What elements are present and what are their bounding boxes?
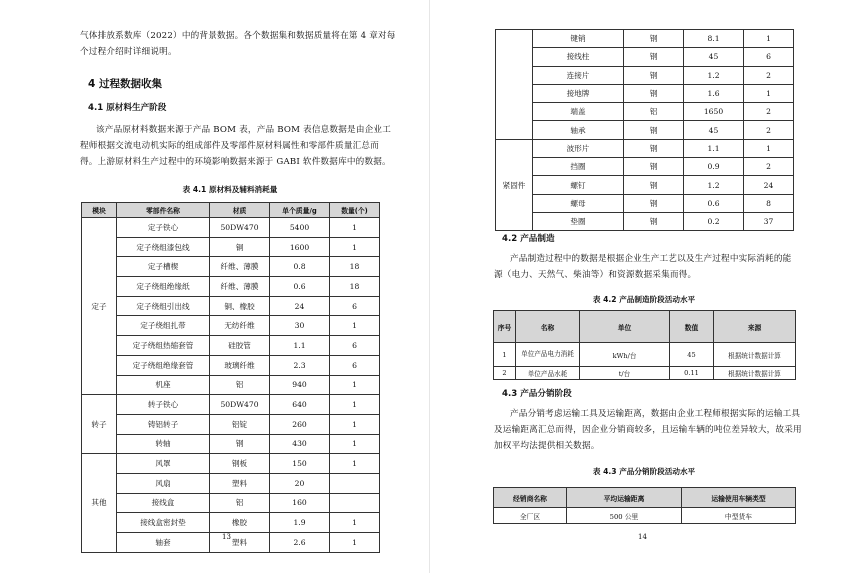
table-4-3-caption: 表 4.3 产品分销阶段活动水平 [592, 467, 696, 476]
table-cell: 1 [330, 414, 380, 434]
text-line: 及运输距离汇总而得，因企业分销商较多，且运输车辆的吨位差异较大，故采用 [494, 425, 802, 435]
table-cell: 6 [330, 296, 380, 316]
table-cell: 260 [270, 414, 330, 434]
table-row [82, 414, 380, 434]
table-cell: 轴套 [117, 533, 210, 553]
text-line: 产品制造过程中的数据是根据企业生产工艺以及生产过程中实际消耗的能 [510, 254, 792, 264]
module-cell: 其他 [82, 454, 117, 552]
table-cell: 单位产品水耗 [516, 367, 580, 380]
table-cell: 螺母 [533, 194, 624, 212]
table-cell [330, 473, 380, 493]
table-cell: 18 [330, 277, 380, 297]
table-cell: 6 [330, 355, 380, 375]
section-heading-distribution: 4.3 产品分销阶段 [502, 389, 572, 399]
table-cell: 纤维、薄膜 [210, 277, 270, 297]
table-cell: 定子铁心 [117, 218, 210, 238]
table-cell: 1650 [684, 103, 744, 121]
table-cell: 风扇 [117, 473, 210, 493]
table-cell: 6 [744, 48, 794, 66]
table-4-2 [493, 310, 796, 380]
table-cell: 钢 [624, 139, 684, 157]
table-cell: 定子绕组扎带 [117, 316, 210, 336]
table-cell: 键销 [533, 30, 624, 48]
table-cell [330, 493, 380, 513]
table-cell: 940 [270, 375, 330, 395]
table-cell: 5400 [270, 218, 330, 238]
table-row [82, 375, 380, 395]
table-cell: 1 [330, 218, 380, 238]
table-cell: 0.8 [270, 257, 330, 277]
table-cell: 1 [494, 343, 516, 367]
table-row [496, 121, 794, 139]
distribution-paragraph [494, 406, 802, 454]
table-cell: t/台 [580, 367, 670, 380]
text-line: 气体排放系数库（2022）中的背景数据。各个数据集和数据质量将在第 4 章对每 [80, 31, 396, 41]
table-4-2-caption: 表 4.2 产品制造阶段活动水平 [592, 295, 696, 304]
table-cell: 钢 [624, 66, 684, 84]
table-cell: 1.9 [270, 513, 330, 533]
table-row [82, 237, 380, 257]
table-cell: 铝 [210, 493, 270, 513]
table-cell: 1.2 [684, 176, 744, 194]
table-row [496, 103, 794, 121]
raw-material-paragraph [80, 122, 391, 170]
table-cell: 铝 [210, 375, 270, 395]
table-row [496, 212, 794, 230]
table-row [496, 30, 794, 48]
table-cell: 钢 [624, 84, 684, 102]
table-row [496, 48, 794, 66]
table-cell: 1 [330, 454, 380, 474]
table-cell: 2 [744, 66, 794, 84]
table-cell: 8 [744, 194, 794, 212]
table-row [82, 277, 380, 297]
column-header: 单个质量/g [270, 203, 330, 218]
table-cell: 全厂区 [494, 508, 567, 524]
table-cell: 定子绕组引出线 [117, 296, 210, 316]
table-row [82, 257, 380, 277]
table-cell: 挡圈 [533, 158, 624, 176]
table-cell: 定子绕组热缩套管 [117, 336, 210, 356]
table-row [82, 218, 380, 238]
table-cell: 0.6 [270, 277, 330, 297]
column-header: 运输使用车辆类型 [682, 488, 796, 508]
table-cell: 1 [744, 30, 794, 48]
table-cell: 50DW470 [210, 218, 270, 238]
table-cell: 2 [744, 158, 794, 176]
module-cell [496, 30, 533, 140]
text-line: 个过程介绍时详细说明。 [80, 47, 177, 57]
table-cell: 钢 [624, 176, 684, 194]
table-cell: 150 [270, 454, 330, 474]
table-cell: 接线盒 [117, 493, 210, 513]
column-header: 数量(个) [330, 203, 380, 218]
table-cell: 0.6 [684, 194, 744, 212]
table-cell: 430 [270, 434, 330, 454]
table-cell: 1600 [270, 237, 330, 257]
table-cell: 1 [330, 533, 380, 553]
table-cell: 接线盒密封垫 [117, 513, 210, 533]
table-row [82, 316, 380, 336]
table-cell: 塑料 [210, 533, 270, 553]
table-cell: 端盖 [533, 103, 624, 121]
section-heading-process-data: 4 过程数据收集 [88, 78, 162, 90]
table-cell: 1 [330, 395, 380, 415]
column-header: 零部件名称 [117, 203, 210, 218]
column-header: 材质 [210, 203, 270, 218]
table-cell: 钢 [624, 30, 684, 48]
section-heading-raw-material: 4.1 原材料生产阶段 [88, 103, 167, 113]
module-cell: 转子 [82, 395, 117, 454]
table-cell: 1 [330, 316, 380, 336]
table-cell: 铸铝转子 [117, 414, 210, 434]
table-cell: 接地牌 [533, 84, 624, 102]
table-cell: 塑料 [210, 473, 270, 493]
table-cell: 接线柱 [533, 48, 624, 66]
table-cell: 0.9 [684, 158, 744, 176]
table-cell: 铝 [624, 103, 684, 121]
text-line: 源（电力、天然气、柴油等）和资源数据采集而得。 [494, 270, 697, 280]
table-cell: 1 [330, 237, 380, 257]
table-cell: 2.3 [270, 355, 330, 375]
table-cell: 纤维、薄膜 [210, 257, 270, 277]
table-row [496, 66, 794, 84]
table-row [82, 296, 380, 316]
text-line: 程师根据交流电动机实际的组成部件及零部件原材料属性和零部件质量汇总而 [80, 141, 379, 151]
table-row [82, 493, 380, 513]
table-cell: 铝锭 [210, 414, 270, 434]
table-cell: 20 [270, 473, 330, 493]
page-number: 13 [222, 533, 231, 541]
table-cell: 1.2 [684, 66, 744, 84]
table-cell: 37 [744, 212, 794, 230]
table-cell: kWh/台 [580, 343, 670, 367]
table-cell: 轴承 [533, 121, 624, 139]
text-line: 加权平均法提供相关数据。 [494, 441, 600, 451]
page-number: 14 [638, 533, 647, 541]
module-cell: 定子 [82, 218, 117, 395]
table-cell: 1 [744, 84, 794, 102]
table-cell: 6 [330, 336, 380, 356]
table-cell: 橡胶 [210, 513, 270, 533]
table-cell: 钢 [624, 212, 684, 230]
column-header: 名称 [516, 311, 580, 343]
table-cell: 硅胶管 [210, 336, 270, 356]
table-4-1-continued [495, 29, 794, 231]
table-cell: 2.6 [270, 533, 330, 553]
module-cell: 紧固件 [496, 139, 533, 230]
table-cell: 无纺纤维 [210, 316, 270, 336]
table-cell: 18 [330, 257, 380, 277]
table-cell: 0.11 [670, 367, 714, 380]
table-row [496, 84, 794, 102]
table-cell: 钢 [624, 121, 684, 139]
table-cell: 24 [744, 176, 794, 194]
text-line: 产品分销考虑运输工具及运输距离，数据由企业工程师根据实际的运输工具 [510, 409, 801, 419]
table-cell: 30 [270, 316, 330, 336]
table-cell: 转子铁心 [117, 395, 210, 415]
table-row [496, 158, 794, 176]
table-cell: 钢板 [210, 454, 270, 474]
table-cell: 单位产品电力消耗 [516, 343, 580, 367]
column-header: 平均运输距离 [567, 488, 682, 508]
table-cell: 1.6 [684, 84, 744, 102]
table-4-3 [493, 487, 796, 524]
table-cell: 45 [670, 343, 714, 367]
right-page [430, 0, 860, 573]
table-cell: 根据统计数据计算 [714, 343, 796, 367]
table-cell: 钢 [624, 48, 684, 66]
table-cell: 垫圈 [533, 212, 624, 230]
column-header: 模块 [82, 203, 117, 218]
table-cell: 波形片 [533, 139, 624, 157]
table-cell: 45 [684, 48, 744, 66]
table-cell: 500 公里 [567, 508, 682, 524]
table-cell: 钢 [210, 434, 270, 454]
table-cell: 风罩 [117, 454, 210, 474]
column-header: 单位 [580, 311, 670, 343]
table-cell: 2 [494, 367, 516, 380]
table-4-1 [81, 202, 380, 553]
table-cell: 定子绕组绝缘纸 [117, 277, 210, 297]
table-cell: 玻璃纤维 [210, 355, 270, 375]
table-row [494, 367, 796, 380]
text-line: 得。上游原材料生产过程中的环境影响数据来源于 GABI 软件数据库中的数据。 [80, 157, 391, 167]
table-cell: 0.2 [684, 212, 744, 230]
table-row [82, 513, 380, 533]
table-row [494, 343, 796, 367]
table-cell: 转轴 [117, 434, 210, 454]
table-row [496, 194, 794, 212]
table-cell: 1 [744, 139, 794, 157]
table-row [82, 434, 380, 454]
table-cell: 定子绕组漆包线 [117, 237, 210, 257]
column-header: 数值 [670, 311, 714, 343]
table-row [82, 395, 380, 415]
table-cell: 铜、橡胶 [210, 296, 270, 316]
table-row [82, 473, 380, 493]
table-cell: 连接片 [533, 66, 624, 84]
table-row [496, 139, 794, 157]
table-cell: 定子绕组绝缘套管 [117, 355, 210, 375]
table-cell: 2 [744, 103, 794, 121]
table-cell: 640 [270, 395, 330, 415]
table-cell: 160 [270, 493, 330, 513]
table-cell: 1 [330, 375, 380, 395]
table-cell: 24 [270, 296, 330, 316]
table-cell: 机座 [117, 375, 210, 395]
table-cell: 50DW470 [210, 395, 270, 415]
section-heading-manufacturing: 4.2 产品制造 [502, 234, 555, 244]
table-cell: 45 [684, 121, 744, 139]
table-cell: 中型货车 [682, 508, 796, 524]
table-row [494, 508, 796, 524]
column-header: 经销商名称 [494, 488, 567, 508]
table-cell: 8.1 [684, 30, 744, 48]
table-row [496, 176, 794, 194]
table-cell: 1.1 [270, 336, 330, 356]
table-cell: 钢 [624, 194, 684, 212]
table-cell: 2 [744, 121, 794, 139]
table-cell: 定子槽楔 [117, 257, 210, 277]
table-cell: 1 [330, 513, 380, 533]
manufacturing-paragraph [494, 251, 791, 283]
table-4-1-caption: 表 4.1 原材料及辅料消耗量 [182, 185, 278, 194]
column-header: 序号 [494, 311, 516, 343]
table-cell: 1 [330, 434, 380, 454]
table-row [82, 336, 380, 356]
table-cell: 钢 [624, 158, 684, 176]
table-cell: 根据统计数据计算 [714, 367, 796, 380]
table-cell: 1.1 [684, 139, 744, 157]
text-line: 该产品原材料数据来源于产品 BOM 表，产品 BOM 表信息数据是由企业工 [96, 125, 391, 135]
intro-paragraph [80, 28, 396, 60]
table-row [82, 454, 380, 474]
column-header: 来源 [714, 311, 796, 343]
table-cell: 铜 [210, 237, 270, 257]
table-row [82, 355, 380, 375]
table-cell: 螺钉 [533, 176, 624, 194]
